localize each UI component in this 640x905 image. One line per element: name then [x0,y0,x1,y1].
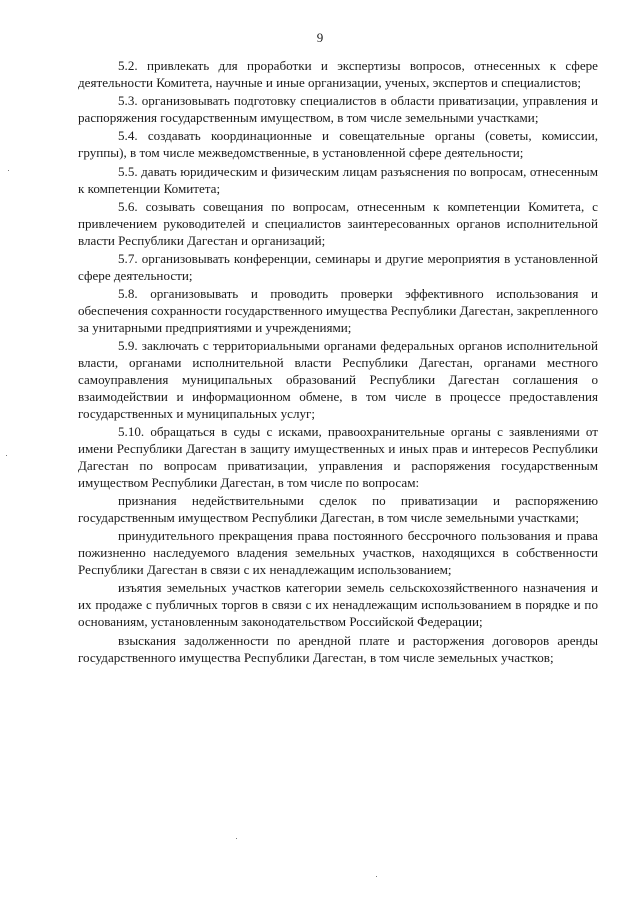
paragraph-5-9: 5.9. заключать с территориальными органами федеральных органов исполнительной власти, органами исполнительной власти Республики Дагестан, органами местного самоуправления муниципальных образований Республики Дагестан соглашения о взаимодействии и информационном обмене, в том числе в процессе предоставления государственных и муниципальных услуг; [78,338,598,421]
scan-artifact [6,455,7,456]
paragraph-5-10-item-1: признания недействительными сделок по приватизации и распоряжению государственным имуществом Республики Дагестан, в том числе земельными участками; [78,493,598,526]
scan-artifact [236,838,237,839]
scan-artifact [376,876,377,877]
paragraph-5-3: 5.3. организовывать подготовку специалистов в области приватизации, управления и распоряжения государственным имуществом, в том числе земельными участками; [78,93,598,126]
paragraph-5-10: 5.10. обращаться в суды с исками, правоохранительные органы с заявлениями от имени Республики Дагестан в защиту имущественных и иных прав и интересов Республики Дагестан по вопросам приватизации, управления и распоряжения государственным имуществом Республики Дагестан, в том числе по вопросам: [78,424,598,490]
paragraph-5-10-item-4: взыскания задолженности по арендной плате и расторжения договоров аренды государственного имущества Республики Дагестан, в том числе земельных участков; [78,632,598,665]
paragraph-5-7: 5.7. организовывать конференции, семинары и другие мероприятия в установленной сфере деятельности; [78,250,598,283]
paragraph-5-10-item-2: принудительного прекращения права постоянного бессрочного пользования и права пожизненно наследуемого владения земельных участков, находящихся в собственности Республики Дагестан в связи с их ненадлежащим использованием; [78,528,598,578]
paragraph-5-4: 5.4. создавать координационные и совещательные органы (советы, комиссии, группы), в том числе межведомственные, в установленной сфере деятельности; [78,128,598,161]
page-number: 9 [316,30,324,45]
paragraph-5-6: 5.6. созывать совещания по вопросам, отнесенным к компетенции Комитета, с привлечением руководителей и специалистов заинтересованных органов исполнительной власти Республики Дагестан и организаций; [78,198,598,248]
paragraph-5-2: 5.2. привлекать для проработки и экспертизы вопросов, отнесенных к сфере деятельности Комитета, научные и иные организации, ученых, экспертов и специалистов; [78,58,598,90]
paragraph-5-8: 5.8. организовывать и проводить проверки эффективного использования и обеспечения сохранности государственного имущества Республики Дагестан, закрепленного за унитарными предприятиями и учреждениями; [78,286,598,335]
paragraph-5-10-item-3: изъятия земельных участков категории земель сельскохозяйственного назначения и их продаже с публичных торгов в связи с их ненадлежащим использованием в порядке и по основаниям, установленным законодательством Российской Федерации; [78,580,598,630]
paragraph-5-5: 5.5. давать юридическим и физическим лицам разъяснения по вопросам, отнесенным к компетенции Комитета; [78,163,598,196]
scan-artifact [8,170,9,171]
document-body [78,58,598,668]
